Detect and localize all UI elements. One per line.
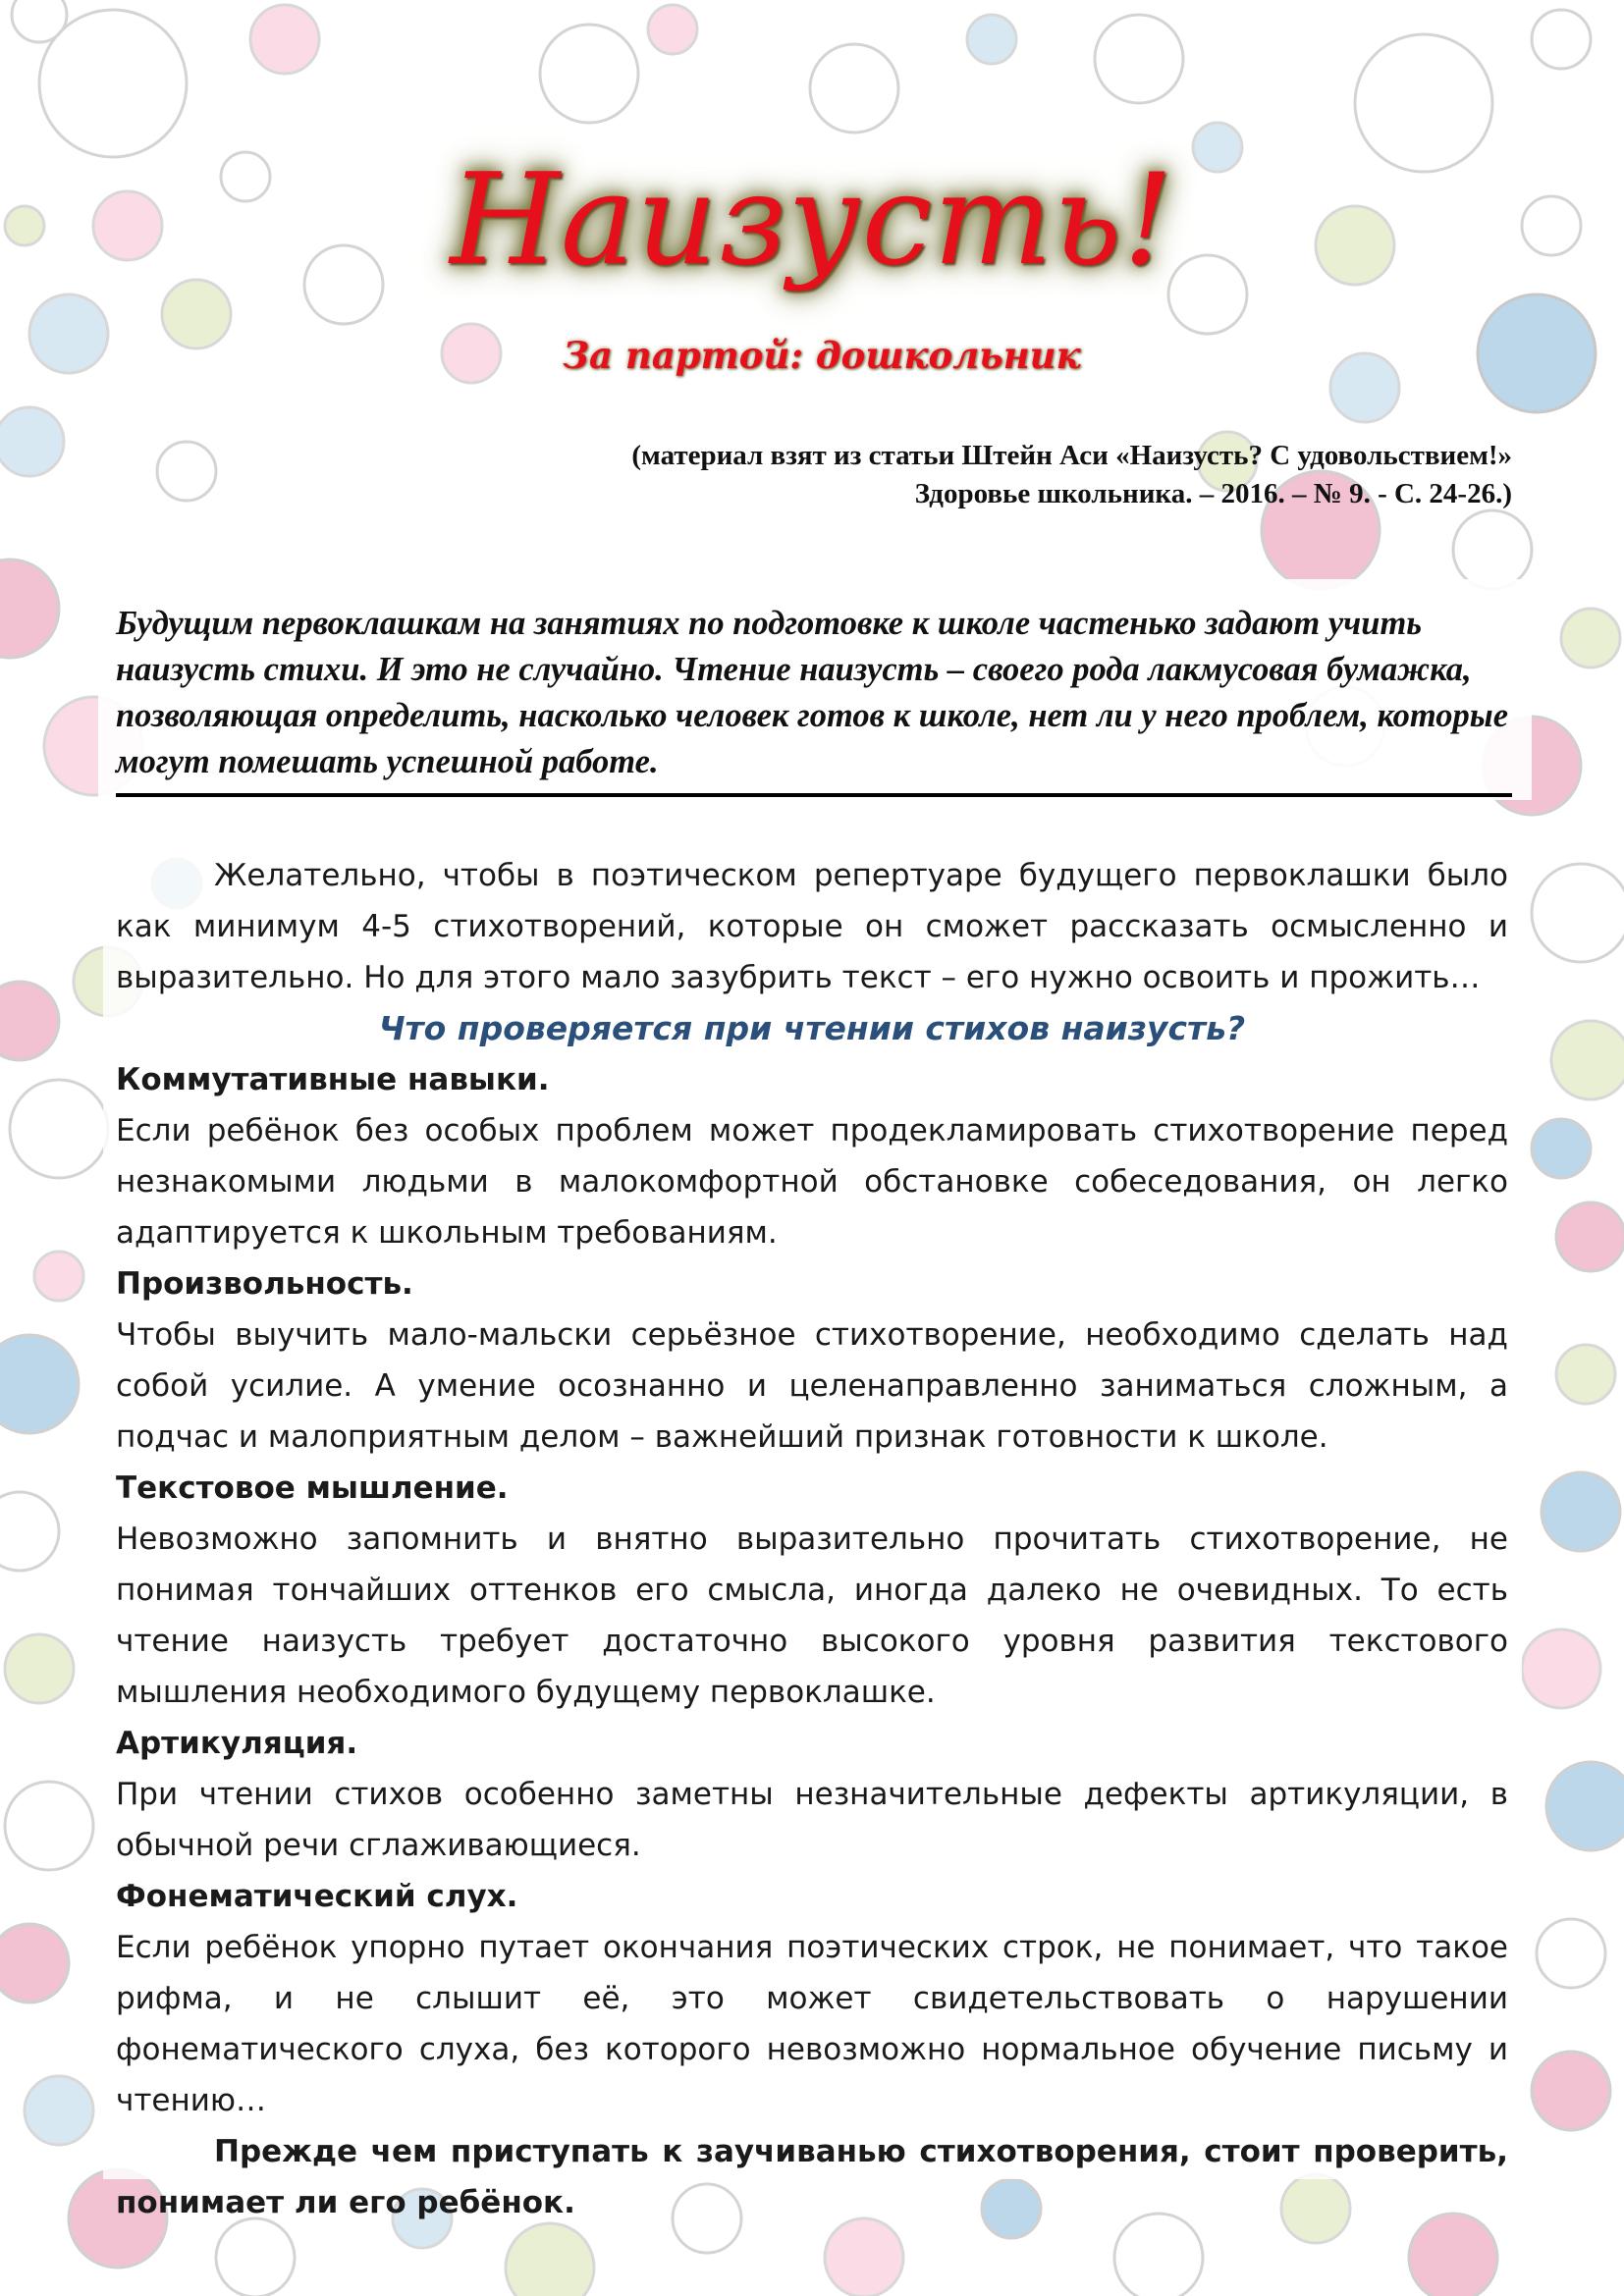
bubble bbox=[25, 2076, 93, 2145]
intro-paragraph: Будущим первоклашкам на занятиях по подготовке к школе частенько задают учить наизусть стихи. И это не случайно. Чтение наизусть – своего рода лакмусовая бумажка, позволяющая определить, насколько человек готов к школе, нет ли у него проблем, которые могут помешать успешной работе. bbox=[116, 605, 1509, 780]
bubble bbox=[540, 25, 638, 123]
bubble bbox=[825, 2218, 903, 2296]
bubble bbox=[1537, 1919, 1605, 1988]
section-title-voluntariness: Произвольность. bbox=[116, 1266, 413, 1302]
section-text-articulation: При чтении стихов особенно заметны незначительные дефекты артикуляции, в обычной речи сглаживающиеся. bbox=[116, 1777, 1508, 1863]
section-text-text-thinking: Невозможно запомнить и внятно выразительно прочитать стихотворение, не понимая тончайших оттенков его смысла, иногда далеко не очевидных. То есть чтение наизусть требует достаточно высокого уровня развития текстового мышления необходимого будущему первоклашке. bbox=[116, 1522, 1508, 1710]
section-text-communication: Если ребёнок без особых проблем может продекламировать стихотворение перед незнакомыми людьми в малокомфортной обстановке собеседования, он легко адаптируется к школьным требованиям. bbox=[116, 1113, 1508, 1251]
article-body bbox=[116, 850, 1508, 2228]
bubble bbox=[10, 1080, 108, 1178]
bubble bbox=[1546, 1762, 1624, 1850]
page-subtitle: За партой: дошкольник bbox=[563, 334, 1081, 377]
section-title-articulation: Артикуляция. bbox=[116, 1726, 358, 1761]
section-title-text-thinking: Текстовое мышление. bbox=[116, 1470, 509, 1506]
bubble bbox=[1532, 2052, 1610, 2130]
bubble bbox=[506, 2223, 594, 2296]
bubble bbox=[1556, 1345, 1615, 1404]
bubble bbox=[250, 5, 319, 74]
bubble bbox=[1522, 1629, 1600, 1708]
bubble bbox=[1542, 1472, 1620, 1551]
bubble bbox=[967, 15, 1016, 64]
bubble bbox=[1532, 1119, 1591, 1178]
section-question-heading: Что проверяется при чтении стихов наизусть? bbox=[378, 1009, 1246, 1047]
bubble bbox=[1551, 1021, 1624, 1099]
lead-paragraph: Желательно, чтобы в поэтическом репертуаре будущего первоклашки было как минимум 4-5 стихотворений, которые он сможет рассказать осмысленно и выразительно. Но для этого мало зазубрить текст – его нужно освоить и прожить… bbox=[116, 858, 1508, 995]
bubble bbox=[0, 982, 59, 1060]
section-text-phonemic-hearing: Если ребёнок упорно путает окончания поэтических строк, не понимает, что такое рифма, и не слышит её, это может свидетельствовать о нарушении фонематического слуха, без которого невозможно нормальное обучение письму и чтению… bbox=[116, 1930, 1508, 2118]
bubble bbox=[5, 1782, 93, 1870]
bubble bbox=[0, 1924, 69, 2002]
bubble bbox=[1095, 15, 1183, 103]
bubble bbox=[1556, 1202, 1624, 1271]
source-line-1: (материал взят из статьи Штейн Аси «Наизусть? С удовольствием!» bbox=[631, 440, 1512, 471]
bubble bbox=[216, 2218, 295, 2296]
source-citation bbox=[631, 437, 1512, 513]
section-text-voluntariness: Чтобы выучить мало-мальски серьёзное стихотворение, необходимо сделать над собой усилие. А умение осознанно и целенаправленно заниматься сложным, а подчас и малоприятным делом – важнейший признак готовности к школе. bbox=[116, 1317, 1508, 1455]
bubble bbox=[1532, 10, 1591, 69]
bubble bbox=[0, 560, 59, 658]
section-title-communication: Коммутативные навыки. bbox=[116, 1062, 550, 1097]
bubble bbox=[1453, 510, 1532, 589]
bubble bbox=[0, 1492, 59, 1571]
bubble bbox=[648, 5, 697, 54]
section-title-phonemic-hearing: Фонематический слух. bbox=[116, 1879, 518, 1914]
bubble bbox=[1532, 864, 1624, 962]
bubble bbox=[157, 442, 216, 501]
bubble bbox=[1561, 609, 1620, 667]
bubble bbox=[39, 10, 187, 157]
source-line-2: Здоровье школьника. – 2016. – № 9. - С. 24-26.) bbox=[914, 478, 1512, 509]
bubble bbox=[810, 44, 898, 133]
divider bbox=[116, 793, 1512, 797]
bubble bbox=[5, 1634, 74, 1703]
final-note: Прежде чем приступать к заучиванью стихотворения, стоит проверить, понимает ли его ребёнок. bbox=[116, 2134, 1508, 2220]
bubble bbox=[0, 407, 64, 476]
bubble bbox=[0, 1335, 79, 1433]
page-title: Наизусть! bbox=[450, 147, 1174, 294]
bubble bbox=[34, 1252, 83, 1301]
